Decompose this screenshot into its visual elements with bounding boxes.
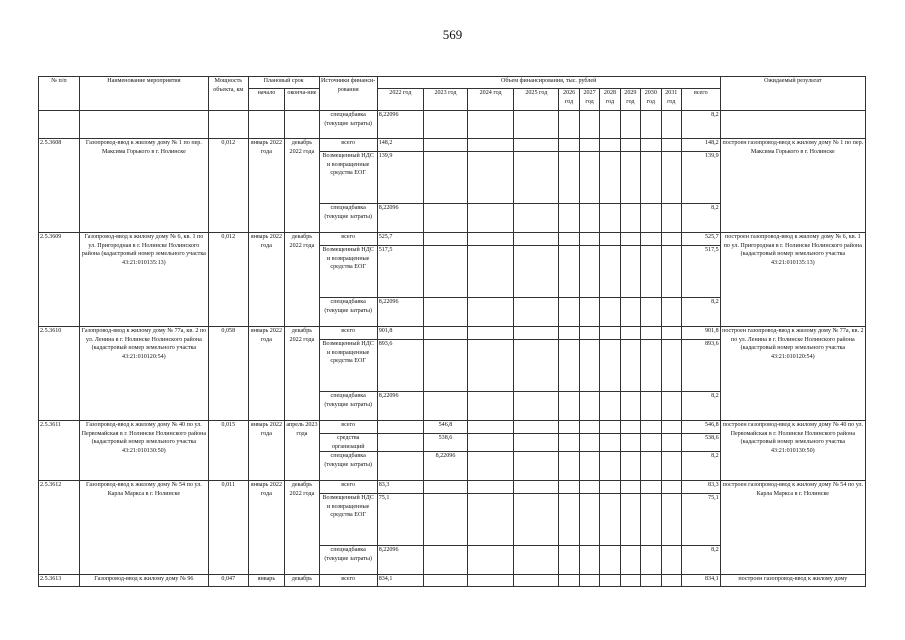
item-name: Газопровод-ввод к жилому дому № 1 по пер. Максима Горького в г. Нолинске — [79, 139, 208, 233]
empty-year-cell — [514, 340, 559, 392]
empty-year-cell — [559, 434, 579, 452]
value-2022: 517,5 — [377, 246, 423, 298]
item-result: построен газопровод-ввод к жилому дому № 1 по пер. Максима Горького в г. Нолинске — [720, 139, 865, 233]
empty-year-cell — [514, 139, 559, 152]
empty-year-cell — [468, 233, 514, 246]
value-2023 — [423, 575, 467, 587]
empty-year-cell — [514, 546, 559, 575]
item-start: январь — [248, 575, 285, 587]
header-volume: Объем финансирования, тыс. рублей — [377, 77, 720, 89]
empty-year-cell — [559, 327, 579, 340]
empty-year-cell — [600, 452, 620, 481]
empty-year-cell — [468, 204, 514, 233]
value-2022: 8,22096 — [377, 111, 423, 139]
empty-year-cell — [641, 298, 661, 327]
value-total: 8,2 — [681, 298, 720, 327]
empty-year-cell — [620, 139, 640, 152]
item-start: январь 2022 года — [248, 481, 285, 575]
value-total: 517,5 — [681, 246, 720, 298]
value-2022: 148,2 — [377, 139, 423, 152]
header-year: 2028 год — [600, 89, 620, 111]
value-total: 8,2 — [681, 204, 720, 233]
header-capacity: Мощность объекта, км — [208, 77, 248, 111]
empty-year-cell — [579, 546, 599, 575]
value-total: 148,2 — [681, 139, 720, 152]
item-capacity: 0,047 — [208, 575, 248, 587]
empty-year-cell — [661, 575, 681, 587]
value-total: 834,1 — [681, 575, 720, 587]
empty-year-cell — [468, 421, 514, 434]
item-start: январь 2022 года — [248, 233, 285, 327]
item-result: построен газопровод-ввод к жилому дому № 77а, кв. 2 по ул. Ленина в г. Нолинске Нолинского района (кадастровый номер земельного участка 43:21:010120:54) — [720, 327, 865, 421]
empty-year-cell — [620, 152, 640, 204]
item-end: декабрь 2022 года — [285, 481, 319, 575]
value-2023 — [423, 481, 467, 494]
source-cell: спецнадбавка (текущие затраты) — [319, 111, 377, 139]
value-2022 — [377, 434, 423, 452]
empty-year-cell — [661, 233, 681, 246]
empty-year-cell — [559, 575, 579, 587]
source-cell: спецнадбавка (текущие затраты) — [319, 298, 377, 327]
empty-year-cell — [468, 494, 514, 546]
value-2022 — [377, 452, 423, 481]
empty-year-cell — [600, 392, 620, 421]
value-2022: 893,6 — [377, 340, 423, 392]
item-number: 2.5.3608 — [39, 139, 80, 233]
value-2022: 75,1 — [377, 494, 423, 546]
empty-year-cell — [641, 233, 661, 246]
value-total: 8,2 — [681, 546, 720, 575]
empty-year-cell — [579, 204, 599, 233]
item-row — [39, 327, 866, 340]
value-total: 8,2 — [681, 392, 720, 421]
empty-year-cell — [661, 494, 681, 546]
empty-year-cell — [661, 139, 681, 152]
source-cell: средства организаций — [319, 434, 377, 452]
value-2022: 83,3 — [377, 481, 423, 494]
item-name: Газопровод-ввод к жилому дому № 6, кв. 1 по ул. Пригородная в г. Нолинске Нолинского района (кадастровый номер земельного участка 43:21:010135:13) — [79, 233, 208, 327]
empty-year-cell — [620, 246, 640, 298]
value-2022: 139,9 — [377, 152, 423, 204]
empty-year-cell — [559, 421, 579, 434]
item-capacity: 0,011 — [208, 481, 248, 575]
empty-year-cell — [641, 340, 661, 392]
empty-year-cell — [661, 204, 681, 233]
header-year: 2025 год — [514, 89, 559, 111]
value-total: 8,2 — [681, 111, 720, 139]
value-2022: 8,22096 — [377, 392, 423, 421]
empty-year-cell — [641, 421, 661, 434]
empty-year-cell — [620, 233, 640, 246]
empty-year-cell — [620, 434, 640, 452]
item-number: 2.5.3611 — [39, 421, 80, 481]
source-cell: всего — [319, 233, 377, 246]
empty-year-cell — [620, 392, 640, 421]
empty-year-cell — [641, 452, 661, 481]
empty-year-cell — [600, 139, 620, 152]
empty-year-cell — [579, 575, 599, 587]
item-end: декабрь 2022 года — [285, 327, 319, 421]
header-year: 2030 год — [641, 89, 661, 111]
empty-year-cell — [514, 494, 559, 546]
item-row — [39, 575, 866, 587]
empty-year-cell — [514, 434, 559, 452]
header-year: 2026 год — [559, 89, 579, 111]
empty-year-cell — [641, 575, 661, 587]
empty-year-cell — [579, 233, 599, 246]
empty-year-cell — [600, 204, 620, 233]
header-year: 2029 год — [620, 89, 640, 111]
empty-year-cell — [661, 298, 681, 327]
header-result: Ожидаемый результат — [720, 77, 865, 111]
source-cell: Возмещенный НДС и возвращенные средства ЕОГ — [319, 246, 377, 298]
item-start: январь 2022 года — [248, 421, 285, 481]
empty-year-cell — [559, 204, 579, 233]
empty-year-cell — [468, 392, 514, 421]
value-2022: 901,8 — [377, 327, 423, 340]
value-2022: 525,7 — [377, 233, 423, 246]
empty-year-cell — [641, 392, 661, 421]
source-cell: спецнадбавка (текущие затраты) — [319, 546, 377, 575]
source-cell: всего — [319, 481, 377, 494]
empty-year-cell — [661, 327, 681, 340]
value-2022: 8,22096 — [377, 298, 423, 327]
item-row — [39, 481, 866, 494]
header-num: № п/п — [39, 77, 80, 111]
empty-year-cell — [641, 246, 661, 298]
empty-year-cell — [620, 575, 640, 587]
header-total: всего — [681, 89, 720, 111]
empty-year-cell — [559, 139, 579, 152]
item-end: декабрь — [285, 575, 319, 587]
empty-year-cell — [600, 298, 620, 327]
item-result: построен газопровод-ввод к жилому дому № 54 по ул. Карла Маркса в г. Нолинске — [720, 481, 865, 575]
item-row — [39, 139, 866, 152]
empty-year-cell — [600, 340, 620, 392]
empty-year-cell — [468, 246, 514, 298]
value-total: 75,1 — [681, 494, 720, 546]
item-number: 2.5.3610 — [39, 327, 80, 421]
item-result: построен газопровод-ввод к жилому дому № 40 по ул. Первомайская в г. Нолинске Нолинского района (кадастровый номер земельного участка 43:21:010130:50) — [720, 421, 865, 481]
source-cell: Возмещенный НДС и возвращенные средства ЕОГ — [319, 494, 377, 546]
empty-year-cell — [559, 546, 579, 575]
empty-year-cell — [514, 421, 559, 434]
item-start: январь 2022 года — [248, 139, 285, 233]
value-2022: 8,22096 — [377, 204, 423, 233]
header-name: Наименование мероприятия — [79, 77, 208, 111]
empty-year-cell — [661, 481, 681, 494]
empty-year-cell — [468, 298, 514, 327]
empty-year-cell — [620, 204, 640, 233]
item-number: 2.5.3609 — [39, 233, 80, 327]
empty-year-cell — [559, 392, 579, 421]
empty-year-cell — [579, 434, 599, 452]
header-year: 2031 год — [661, 89, 681, 111]
empty-year-cell — [514, 575, 559, 587]
empty-year-cell — [514, 233, 559, 246]
page-number: 569 — [442, 27, 463, 42]
empty-year-cell — [579, 392, 599, 421]
item-number: 2.5.3613 — [39, 575, 80, 587]
item-row — [39, 233, 866, 246]
item-capacity: 0,012 — [208, 233, 248, 327]
empty-year-cell — [641, 327, 661, 340]
empty-year-cell — [661, 340, 681, 392]
empty-year-cell — [559, 298, 579, 327]
value-2022: 8,22096 — [377, 546, 423, 575]
empty-year-cell — [468, 546, 514, 575]
empty-year-cell — [468, 340, 514, 392]
item-name: Газопровод-ввод к жилому дому № 77а, кв. 2 по ул. Ленина в г. Нолинске Нолинского района (кадастровый номер земельного участка 43:21:010120:54) — [79, 327, 208, 421]
empty-year-cell — [641, 494, 661, 546]
empty-year-cell — [600, 421, 620, 434]
empty-year-cell — [641, 152, 661, 204]
empty-year-cell — [600, 327, 620, 340]
empty-year-cell — [620, 546, 640, 575]
empty-year-cell — [559, 340, 579, 392]
empty-year-cell — [641, 546, 661, 575]
value-2023 — [423, 246, 467, 298]
value-total: 139,9 — [681, 152, 720, 204]
empty-year-cell — [579, 246, 599, 298]
item-name: Газопровод-ввод к жилому дому № 96 — [79, 575, 208, 587]
empty-year-cell — [641, 204, 661, 233]
item-result: построен газопровод-ввод к жилому дому № 6, кв. 1 по ул. Пригородная в г. Нолинске Нолинского района (кадастровый номер земельного участка 43:21:010135:13) — [720, 233, 865, 327]
empty-year-cell — [641, 481, 661, 494]
empty-year-cell — [559, 152, 579, 204]
header-term: Плановый срок — [248, 77, 319, 89]
source-cell: Возмещенный НДС и возвращенные средства ЕОГ — [319, 152, 377, 204]
empty-year-cell — [661, 434, 681, 452]
value-2023 — [423, 546, 467, 575]
empty-year-cell — [468, 152, 514, 204]
source-cell: спецнадбавка (текущие затраты) — [319, 204, 377, 233]
empty-year-cell — [620, 340, 640, 392]
item-row — [39, 421, 866, 434]
empty-year-cell — [559, 233, 579, 246]
empty-year-cell — [579, 494, 599, 546]
value-2023 — [423, 298, 467, 327]
empty-year-cell — [514, 298, 559, 327]
empty-year-cell — [468, 327, 514, 340]
value-total: 901,8 — [681, 327, 720, 340]
value-total: 893,6 — [681, 340, 720, 392]
source-cell: всего — [319, 139, 377, 152]
value-2023 — [423, 139, 467, 152]
empty-year-cell — [468, 481, 514, 494]
empty-year-cell — [661, 421, 681, 434]
header-year: 2027 год — [579, 89, 599, 111]
continuation-row — [39, 111, 866, 139]
empty-year-cell — [514, 452, 559, 481]
empty-year-cell — [620, 298, 640, 327]
empty-year-cell — [600, 494, 620, 546]
value-2023 — [423, 327, 467, 340]
item-capacity: 0,058 — [208, 327, 248, 421]
empty-year-cell — [620, 494, 640, 546]
empty-year-cell — [579, 340, 599, 392]
empty-year-cell — [661, 392, 681, 421]
item-capacity: 0,012 — [208, 139, 248, 233]
source-cell: всего — [319, 421, 377, 434]
empty-year-cell — [559, 246, 579, 298]
empty-year-cell — [579, 452, 599, 481]
item-end: апрель 2023 года — [285, 421, 319, 481]
empty-year-cell — [579, 152, 599, 204]
value-2023 — [423, 494, 467, 546]
empty-year-cell — [600, 246, 620, 298]
item-name: Газопровод-ввод к жилому дому № 40 по ул. Первомайская в г. Нолинске Нолинского района (кадастровый номер земельного участка 43:21:010130:50) — [79, 421, 208, 481]
source-cell: Возмещенный НДС и возвращенные средства ЕОГ — [319, 340, 377, 392]
empty-year-cell — [600, 481, 620, 494]
header-term-start: начало — [248, 89, 285, 111]
empty-year-cell — [559, 481, 579, 494]
empty-year-cell — [620, 327, 640, 340]
empty-year-cell — [579, 421, 599, 434]
empty-year-cell — [661, 546, 681, 575]
empty-year-cell — [600, 152, 620, 204]
empty-year-cell — [600, 233, 620, 246]
empty-year-cell — [579, 139, 599, 152]
empty-year-cell — [661, 452, 681, 481]
empty-year-cell — [468, 139, 514, 152]
empty-year-cell — [579, 327, 599, 340]
value-total: 8,2 — [681, 452, 720, 481]
item-number: 2.5.3612 — [39, 481, 80, 575]
source-cell: всего — [319, 575, 377, 587]
value-2022 — [377, 421, 423, 434]
empty-year-cell — [641, 434, 661, 452]
empty-year-cell — [468, 434, 514, 452]
header-source: Источники финанси-рования — [319, 77, 377, 111]
header-year: 2023 год — [423, 89, 467, 111]
empty-year-cell — [514, 204, 559, 233]
value-2023 — [423, 233, 467, 246]
empty-year-cell — [514, 481, 559, 494]
header-term-end: оконча-ние — [285, 89, 319, 111]
value-total: 538,6 — [681, 434, 720, 452]
source-cell: всего — [319, 327, 377, 340]
header-year: 2024 год — [468, 89, 514, 111]
empty-year-cell — [559, 452, 579, 481]
empty-year-cell — [600, 575, 620, 587]
value-total: 546,8 — [681, 421, 720, 434]
source-cell: спецнадбавка (текущие затраты) — [319, 392, 377, 421]
value-2023 — [423, 152, 467, 204]
item-capacity: 0,015 — [208, 421, 248, 481]
value-2023: 546,8 — [423, 421, 467, 434]
header-year: 2022 год — [377, 89, 423, 111]
empty-year-cell — [620, 421, 640, 434]
empty-year-cell — [514, 392, 559, 421]
empty-year-cell — [559, 494, 579, 546]
value-2023 — [423, 392, 467, 421]
empty-year-cell — [468, 452, 514, 481]
empty-year-cell — [600, 546, 620, 575]
value-total: 525,7 — [681, 233, 720, 246]
empty-year-cell — [514, 152, 559, 204]
value-2023: 8,22096 — [423, 452, 467, 481]
item-end: декабрь 2022 года — [285, 233, 319, 327]
item-end: декабрь 2022 года — [285, 139, 319, 233]
empty-year-cell — [661, 246, 681, 298]
value-2022: 834,1 — [377, 575, 423, 587]
empty-year-cell — [641, 139, 661, 152]
item-start: январь 2022 года — [248, 327, 285, 421]
empty-year-cell — [579, 481, 599, 494]
empty-year-cell — [514, 327, 559, 340]
empty-year-cell — [579, 298, 599, 327]
empty-year-cell — [620, 481, 640, 494]
empty-year-cell — [468, 575, 514, 587]
item-result: построен газопровод-ввод к жилому дому — [720, 575, 865, 587]
empty-year-cell — [661, 152, 681, 204]
value-2023 — [423, 204, 467, 233]
empty-year-cell — [600, 434, 620, 452]
value-2023: 538,6 — [423, 434, 467, 452]
financing-table — [38, 76, 866, 587]
value-total: 83,3 — [681, 481, 720, 494]
item-name: Газопровод-ввод к жилому дому № 54 по ул. Карла Маркса в г. Нолинске — [79, 481, 208, 575]
empty-year-cell — [620, 452, 640, 481]
value-2023 — [423, 340, 467, 392]
empty-year-cell — [514, 246, 559, 298]
source-cell: спецнадбавка (текущие затраты) — [319, 452, 377, 481]
